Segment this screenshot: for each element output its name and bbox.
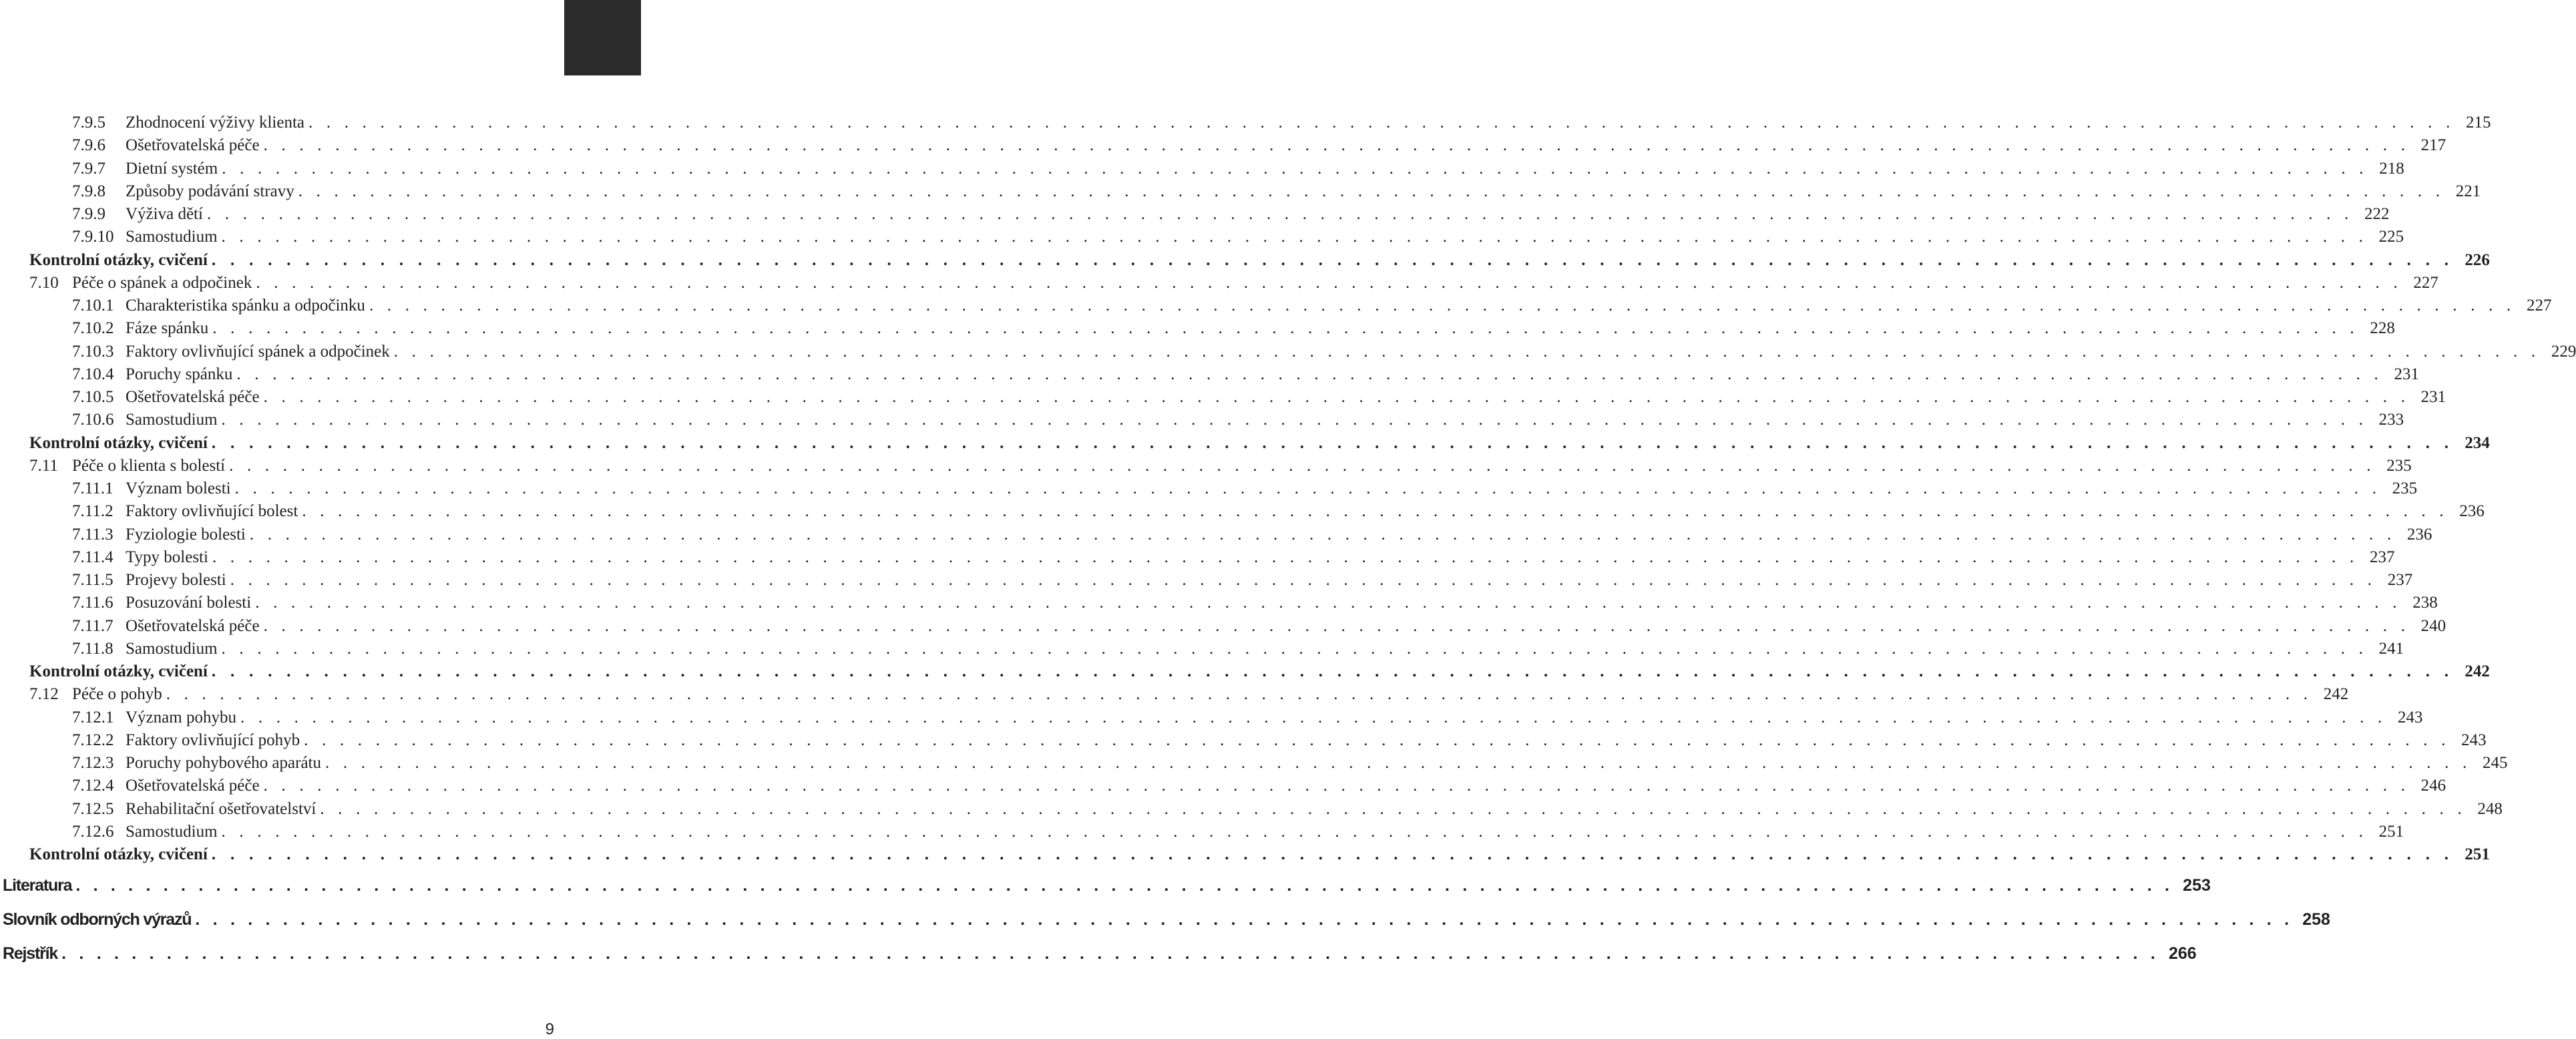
toc-entry[interactable] (72, 821, 2404, 843)
toc-entry-page: 258 (2302, 910, 2330, 929)
toc-entry-title: Péče o pohyb (72, 685, 162, 703)
back-matter-entry[interactable] (3, 940, 2197, 967)
toc-entry-number: 7.11.5 (72, 571, 114, 589)
toc-entry-page: 231 (2394, 365, 2419, 383)
toc-entry-page: 266 (2168, 944, 2197, 963)
toc-entry[interactable] (72, 752, 2508, 775)
page-number: 9 (545, 1020, 554, 1038)
dot-leader: . . . . . . . . . . . . . . . . . . . . . . . . . . . . . . . . . . . . . . . . . . . . . . . . . . . . . . . . . . . . . . . . . . . . . . . . . . . . . . . . . . . . . . . . . . . . . . . . . . . . . . . . . . . . . . . . . . . . . . . . (230, 571, 2377, 589)
toc-entry-page: 236 (2459, 502, 2485, 520)
toc-entry-page: 242 (2323, 685, 2349, 703)
toc-entry-page: 251 (2378, 823, 2404, 841)
dot-leader: . . . . . . . . . . . . . . . . . . . . . . . . . . . . . . . . . . . . . . . . . . . . . . . . . . . . . . . . . . . . . . . . . . . . . . . . . . . . . . . . . . . . . . . . . . . . . . . . . . . . . . . . . . . . . . . . . . . . . . . . (298, 182, 2445, 200)
toc-entry[interactable] (72, 477, 2418, 500)
toc-entry-title: Literatura (3, 876, 72, 895)
dot-leader: . . . . . . . . . . . . . . . . . . . . . . . . . . . . . . . . . . . . . . . . . . . . . . . . . . . . . . . . . . . . . . . . . . . . . . . . . . . . . . . . . . . . . . . . . . . . . . . . . . . . . . . . . . . . . . . . . . . . . . . . (304, 731, 2450, 749)
toc-entry[interactable] (72, 134, 2446, 157)
toc-entry[interactable] (72, 615, 2446, 638)
toc-entry-title: Kontrolní otázky, cvičení (29, 434, 208, 452)
toc-entry[interactable] (72, 638, 2404, 660)
toc-entry-title: Fáze spánku (126, 319, 209, 337)
toc-entry-title: Péče o spánek a odpočinek (72, 274, 252, 292)
toc-entry-page: 251 (2464, 845, 2490, 863)
toc-entry-title: Projevy bolesti (126, 571, 226, 589)
toc-entry-page: 248 (2477, 800, 2503, 818)
toc-entry[interactable] (29, 660, 2490, 683)
dot-leader: . . . . . . . . . . . . . . . . . . . . . . . . . . . . . . . . . . . . . . . . . . . . . . . . . . . . . . . . . . . . . . . . . . . . . . . . . . . . . . . . . . . . . . . . . . . . . . . . . . . . . . . . . . . . . . . . . . . . . . . . (369, 296, 2516, 315)
toc-entry-number: 7.11.3 (72, 526, 114, 544)
toc-entry-title: Poruchy pohybového aparátu (126, 754, 321, 772)
toc-entry-page: 215 (2466, 114, 2491, 132)
toc-entry-title: Typy bolesti (126, 548, 208, 566)
toc-entry[interactable] (72, 294, 2552, 317)
toc-entry[interactable] (29, 683, 2349, 706)
toc-entry-page: 253 (2183, 876, 2211, 895)
toc-entry-page: 243 (2461, 731, 2487, 749)
toc-entry[interactable] (72, 500, 2485, 523)
toc-entry-title: Slovník odborných výrazů (3, 910, 192, 929)
toc-entry-number: 7.11 (29, 457, 58, 475)
toc-entry-number: 7.11.8 (72, 640, 114, 658)
dot-leader: . . . . . . . . . . . . . . . . . . . . . . . . . . . . . . . . . . . . . . . . . . . . . . . . . . . . . . . . . . . . . . . . . . . . . . . . . . . . . . . . . . . . . . . . . . . . . . . . . . . . . . . . . . . . . . . . . . . . . . . . (234, 479, 2382, 497)
toc-entry-page: 231 (2420, 388, 2446, 406)
toc-entry-number: 7.10.2 (72, 319, 114, 337)
toc-entry-title: Samostudium (126, 823, 218, 841)
toc-entry-title: Kontrolní otázky, cvičení (29, 662, 208, 680)
toc-entry[interactable] (29, 843, 2490, 866)
toc-entry-title: Faktory ovlivňující pohyb (126, 731, 300, 749)
toc-entry-title: Samostudium (126, 640, 218, 658)
toc-entry-page: 235 (2386, 457, 2412, 475)
toc-entry-title: Rejstřík (3, 944, 58, 963)
toc-entry-number: 7.12.5 (72, 800, 114, 818)
dot-leader: . . . . . . . . . . . . . . . . . . . . . . . . . . . . . . . . . . . . . . . . . . . . . . . . . . . . . . . . . . . . . . . . . . . . . . . . . . . . . . . . . . . . . . . . . . . . . . . . . . . . . . . . . . . . . . . . . . . . . . . . (221, 411, 2368, 429)
toc-entry-page: 237 (2387, 571, 2413, 589)
dot-leader: . . . . . . . . . . . . . . . . . . . . . . . . . . . . . . . . . . . . . . . . . . . . . . . . . . . . . . . . . . . . . . . . . . . . . . . . . . . . . . . . . . . . . . . . . . . . . . . . . . . . . . . . . . . . . . . . . . . . . . . . (229, 457, 2376, 475)
toc-entry-page: 236 (2406, 526, 2432, 544)
dot-leader: . . . . . . . . . . . . . . . . . . . . . . . . . . . . . . . . . . . . . . . . . . . . . . . . . . . . . . . . . . . . . . . . . . . . . . . . . . . . . . . . . . . . . . . . . . . . . . . . . . . . . . . . . . . . . . . . . . . . . . . . (195, 910, 2294, 929)
toc-entry-title: Fyziologie bolesti (126, 526, 246, 544)
toc-entry-title: Ošetřovatelská péče (126, 388, 260, 406)
toc-entry-page: 240 (2420, 617, 2446, 635)
corner-thumb-tab (564, 0, 641, 75)
toc-entry-number: 7.9.6 (72, 136, 105, 154)
toc-entry-title: Rehabilitační ošetřovatelství (126, 800, 316, 818)
toc-entry[interactable] (72, 706, 2423, 729)
dot-leader: . . . . . . . . . . . . . . . . . . . . . . . . . . . . . . . . . . . . . . . . . . . . . . . . . . . . . . . . . . . . . . . . . . . . . . . . . . . . . . . . . . . . . . . . . . . . . . . . . . . . . . . . . . . . . . . . . . . . . . . . (263, 136, 2410, 154)
toc-entry-number: 7.9.7 (72, 160, 105, 178)
toc-entry-title: Samostudium (126, 411, 218, 429)
toc-entry-page: 238 (2412, 594, 2438, 612)
toc-entry-title: Faktory ovlivňující spánek a odpočinek (126, 343, 390, 361)
toc-entry-number: 7.10 (29, 274, 59, 292)
dot-leader: . . . . . . . . . . . . . . . . . . . . . . . . . . . . . . . . . . . . . . . . . . . . . . . . . . . . . . . . . . . . . . . . . . . . . . . . . . . . . . . . . . . . . . . . . . . . . . . . . . . . . . . . . . . . . . . . . . . . . . . . (212, 319, 2359, 337)
toc-entry[interactable] (72, 775, 2446, 797)
toc-entry-title: Zhodnocení výživy klienta (126, 114, 304, 132)
toc-entry[interactable] (72, 203, 2390, 226)
dot-leader: . . . . . . . . . . . . . . . . . . . . . . . . . . . . . . . . . . . . . . . . . . . . . . . . . . . . . . . . . . . . . . . . . . . . . . . . . . . . . . . . . . . . . . . . . . . . . . . . . . . . . . . . . . . . . . . . . . . . . . . . (255, 594, 2402, 612)
dot-leader: . . . . . . . . . . . . . . . . . . . . . . . . . . . . . . . . . . . . . . . . . . . . . . . . . . . . . . . . . . . . . . . . . . . . . . . . . . . . . . . . . . . . . . . . . . . . . . . . . . . . . . . . . . . . . . . . . . . . . . . . (393, 343, 2541, 361)
toc-entry-page: 241 (2378, 640, 2404, 658)
dot-leader: . . . . . . . . . . . . . . . . . . . . . . . . . . . . . . . . . . . . . . . . . . . . . . . . . . . . . . . . . . . . . . . . . . . . . . . . . . . . . . . . . . . . . . . . . . . . . . . . . . . . . . . . . . . . . . . . . . . . . . . . (212, 548, 2359, 566)
dot-leader: . . . . . . . . . . . . . . . . . . . . . . . . . . . . . . . . . . . . . . . . . . . . . . . . . . . . . . . . . . . . . . . . . . . . . . . . . . . . . . . . . . . . . . . . . . . . . . . . . . . . . . . . . . . . . . . . . . . . . . . . (308, 114, 2455, 132)
dot-leader: . . . . . . . . . . . . . . . . . . . . . . . . . . . . . . . . . . . . . . . . . . . . . . . . . . . . . . . . . . . . . . . . . . . . . . . . . . . . . . . . . . . . . . . . . . . . . . . . . . . . . . . . . . . . . . . . . . . . . . . . (221, 228, 2368, 246)
toc-entry[interactable] (72, 158, 2404, 180)
toc-entry[interactable] (72, 112, 2491, 134)
toc-entry-number: 7.9.10 (72, 228, 114, 246)
toc-entry-title: Poruchy spánku (126, 365, 233, 383)
toc-entry[interactable] (72, 798, 2503, 821)
dot-leader: . . . . . . . . . . . . . . . . . . . . . . . . . . . . . . . . . . . . . . . . . . . . . . . . . . . . . . . . . . . . . . . . . . . . . . . . . . . . . . . . . . . . . . . . . . . . . . . . . . . . . . . . . . . . . . . . . . . . . . . . (236, 365, 2383, 383)
toc-entry-title: Význam bolesti (126, 479, 231, 497)
dot-leader: . . . . . . . . . . . . . . . . . . . . . . . . . . . . . . . . . . . . . . . . . . . . . . . . . . . . . . . . . . . . . . . . . . . . . . . . . . . . . . . . . . . . . . . . . . . . . . . . . . . . . . . . . . . . . . . . . . . . . . . . (221, 640, 2368, 658)
toc-entry-number: 7.12.3 (72, 754, 114, 772)
toc-entry-page: 225 (2378, 228, 2404, 246)
toc-entry[interactable] (72, 180, 2481, 203)
dot-leader: . . . . . . . . . . . . . . . . . . . . . . . . . . . . . . . . . . . . . . . . . . . . . . . . . . . . . . . . . . . . . . . . . . . . . . . . . . . . . . . . . . . . . . . . . . . . . . . . . . . . . . . . . . . . . . . . . . . . . . . . (249, 526, 2396, 544)
toc-entry-page: 227 (2527, 296, 2552, 315)
toc-entry[interactable] (72, 546, 2395, 569)
toc-entry-title: Kontrolní otázky, cvičení (29, 251, 208, 269)
toc-entry-number: 7.10.3 (72, 343, 114, 361)
toc-entry-title: Ošetřovatelská péče (126, 617, 260, 635)
toc-entry-page: 217 (2420, 136, 2446, 154)
toc-entry-number: 7.10.1 (72, 296, 114, 315)
toc-entry[interactable] (29, 432, 2490, 455)
toc-entry-page: 242 (2464, 662, 2490, 680)
dot-leader: . . . . . . . . . . . . . . . . . . . . . . . . . . . . . . . . . . . . . . . . . . . . . . . . . . . . . . . . . . . . . . . . . . . . . . . . . . . . . . . . . . . . . . . . . . . . . . . . . . . . . . . . . . . . . . . . . . . . . . . . (263, 777, 2410, 795)
toc-entry-page: 237 (2370, 548, 2395, 566)
dot-leader: . . . . . . . . . . . . . . . . . . . . . . . . . . . . . . . . . . . . . . . . . . . . . . . . . . . . . . . . . . . . . . . . . . . . . . . . . . . . . . . . . . . . . . . . . . . . . . . . . . . . . . . . . . . . . . . . . . . . . . . . (240, 708, 2387, 726)
dot-leader: . . . . . . . . . . . . . . . . . . . . . . . . . . . . . . . . . . . . . . . . . . . . . . . . . . . . . . . . . . . . . . . . . . . . . . . . . . . . . . . . . . . . . . . . . . . . . . . . . . . . . . . . . . . . . . . . . . . . . . . . (263, 617, 2410, 635)
dot-leader: . . . . . . . . . . . . . . . . . . . . . . . . . . . . . . . . . . . . . . . . . . . . . . . . . . . . . . . . . . . . . . . . . . . . . . . . . . . . . . . . . . . . . . . . . . . . . . . . . . . . . . . . . . . . . . . . . . . . . . . . (206, 205, 2354, 223)
toc-entry-number: 7.9.8 (72, 182, 105, 200)
toc-entry[interactable] (72, 363, 2419, 386)
toc-entry-title: Výživa dětí (126, 205, 203, 223)
toc-entry-title: Ošetřovatelská péče (126, 777, 260, 795)
toc-entry-title: Posuzování bolesti (126, 594, 252, 612)
dot-leader: . . . . . . . . . . . . . . . . . . . . . . . . . . . . . . . . . . . . . . . . . . . . . . . . . . . . . . . . . . . . . . . . . . . . . . . . . . . . . . . . . . . . . . . . . . . . . . . . . . . . . . . . . . . . . . . . . . . . . . . . (256, 274, 2402, 292)
toc-entry-number: 7.12.1 (72, 708, 114, 726)
toc-entry-number: 7.11.2 (72, 502, 114, 520)
dot-leader: . . . . . . . . . . . . . . . . . . . . . . . . . . . . . . . . . . . . . . . . . . . . . . . . . . . . . . . . . . . . . . . . . . . . . . . . . . . . . . . . . . . . . . . . . . . . . . . . . . . . . . . . . . . . . . . . . . . . . . . . (221, 823, 2368, 841)
toc-entry-title: Ošetřovatelská péče (126, 136, 260, 154)
toc-entry-title: Dietní systém (126, 160, 218, 178)
back-matter-entry[interactable] (3, 906, 2330, 933)
toc-entry-number: 7.9.9 (72, 205, 105, 223)
toc-entry-page: 233 (2378, 411, 2404, 429)
toc-entry-number: 7.10.6 (72, 411, 114, 429)
toc-entry[interactable] (29, 455, 2412, 477)
toc-entry-number: 7.9.5 (72, 114, 105, 132)
toc-entry[interactable] (72, 409, 2404, 431)
dot-leader: . . . . . . . . . . . . . . . . . . . . . . . . . . . . . . . . . . . . . . . . . . . . . . . . . . . . . . . . . . . . . . . . . . . . . . . . . . . . . . . . . . . . . . . . . . . . . . . . . . . . . . . . . . . . . . . . . . . . . . . . (211, 662, 2454, 680)
dot-leader: . . . . . . . . . . . . . . . . . . . . . . . . . . . . . . . . . . . . . . . . . . . . . . . . . . . . . . . . . . . . . . . . . . . . . . . . . . . . . . . . . . . . . . . . . . . . . . . . . . . . . . . . . . . . . . . . . . . . . . . . (211, 845, 2454, 863)
back-matter-entry[interactable] (3, 872, 2211, 899)
toc-entry[interactable] (72, 592, 2438, 614)
dot-leader: . . . . . . . . . . . . . . . . . . . . . . . . . . . . . . . . . . . . . . . . . . . . . . . . . . . . . . . . . . . . . . . . . . . . . . . . . . . . . . . . . . . . . . . . . . . . . . . . . . . . . . . . . . . . . . . . . . . . . . . . (302, 502, 2448, 520)
toc-entry-number: 7.10.4 (72, 365, 114, 383)
toc-entry-page: 243 (2398, 708, 2423, 726)
toc-entry-page: 235 (2392, 479, 2418, 497)
toc-entry[interactable] (29, 249, 2490, 272)
toc-entry-number: 7.11.7 (72, 617, 114, 635)
dot-leader: . . . . . . . . . . . . . . . . . . . . . . . . . . . . . . . . . . . . . . . . . . . . . . . . . . . . . . . . . . . . . . . . . . . . . . . . . . . . . . . . . . . . . . . . . . . . . . . . . . . . . . . . . . . . . . . . . . . . . . . . (211, 251, 2454, 269)
toc-entry-page: 228 (2370, 319, 2395, 337)
dot-leader: . . . . . . . . . . . . . . . . . . . . . . . . . . . . . . . . . . . . . . . . . . . . . . . . . . . . . . . . . . . . . . . . . . . . . . . . . . . . . . . . . . . . . . . . . . . . . . . . . . . . . . . . . . . . . . . . . . . . . . . . (263, 388, 2410, 406)
dot-leader: . . . . . . . . . . . . . . . . . . . . . . . . . . . . . . . . . . . . . . . . . . . . . . . . . . . . . . . . . . . . . . . . . . . . . . . . . . . . . . . . . . . . . . . . . . . . . . . . . . . . . . . . . . . . . . . . . . . . . . . . (166, 685, 2313, 703)
toc-entry-page: 218 (2379, 160, 2404, 178)
dot-leader: . . . . . . . . . . . . . . . . . . . . . . . . . . . . . . . . . . . . . . . . . . . . . . . . . . . . . . . . . . . . . . . . . . . . . . . . . . . . . . . . . . . . . . . . . . . . . . . . . . . . . . . . . . . . . . . . . . . . . . . . (75, 876, 2174, 895)
dot-leader: . . . . . . . . . . . . . . . . . . . . . . . . . . . . . . . . . . . . . . . . . . . . . . . . . . . . . . . . . . . . . . . . . . . . . . . . . . . . . . . . . . . . . . . . . . . . . . . . . . . . . . . . . . . . . . . . . . . . . . . . (61, 944, 2159, 963)
toc-entry[interactable] (29, 272, 2438, 294)
toc-entry-number: 7.11.1 (72, 479, 114, 497)
toc-entry-title: Péče o klienta s bolestí (72, 457, 226, 475)
toc-entry[interactable] (72, 317, 2395, 340)
toc-entry-number: 7.12.2 (72, 731, 114, 749)
toc-entry-number: 7.11.6 (72, 594, 114, 612)
toc-entry[interactable] (72, 569, 2413, 592)
toc-entry-number: 7.10.5 (72, 388, 114, 406)
toc-entry-page: 227 (2413, 274, 2438, 292)
dot-leader: . . . . . . . . . . . . . . . . . . . . . . . . . . . . . . . . . . . . . . . . . . . . . . . . . . . . . . . . . . . . . . . . . . . . . . . . . . . . . . . . . . . . . . . . . . . . . . . . . . . . . . . . . . . . . . . . . . . . . . . . (222, 160, 2368, 178)
toc-entry-page: 246 (2420, 777, 2446, 795)
toc-entry-title: Kontrolní otázky, cvičení (29, 845, 208, 863)
dot-leader: . . . . . . . . . . . . . . . . . . . . . . . . . . . . . . . . . . . . . . . . . . . . . . . . . . . . . . . . . . . . . . . . . . . . . . . . . . . . . . . . . . . . . . . . . . . . . . . . . . . . . . . . . . . . . . . . . . . . . . . . (211, 434, 2454, 452)
toc-entry[interactable] (72, 226, 2404, 248)
toc-entry-number: 7.12.4 (72, 777, 114, 795)
toc-entry-page: 245 (2483, 754, 2508, 772)
dot-leader: . . . . . . . . . . . . . . . . . . . . . . . . . . . . . . . . . . . . . . . . . . . . . . . . . . . . . . . . . . . . . . . . . . . . . . . . . . . . . . . . . . . . . . . . . . . . . . . . . . . . . . . . . . . . . . . . . . . . . . . . (325, 754, 2472, 772)
toc-entry-page: 226 (2464, 251, 2490, 269)
toc-entry-number: 7.11.4 (72, 548, 114, 566)
toc-entry-number: 7.12.6 (72, 823, 114, 841)
toc-entry-page: 234 (2464, 434, 2490, 452)
toc-entry[interactable] (72, 524, 2432, 546)
toc-entry-page: 221 (2455, 182, 2481, 200)
dot-leader: . . . . . . . . . . . . . . . . . . . . . . . . . . . . . . . . . . . . . . . . . . . . . . . . . . . . . . . . . . . . . . . . . . . . . . . . . . . . . . . . . . . . . . . . . . . . . . . . . . . . . . . . . . . . . . . . . . . . . . . . (320, 800, 2466, 818)
toc-entry-title: Faktory ovlivňující bolest (126, 502, 298, 520)
toc-entry-page: 229 (2551, 343, 2576, 361)
toc-entry-title: Způsoby podávání stravy (126, 182, 294, 200)
toc-entry[interactable] (72, 341, 2576, 363)
toc-entry-title: Význam pohybu (126, 708, 236, 726)
toc-entry[interactable] (72, 386, 2446, 409)
toc-entry[interactable] (72, 729, 2487, 752)
toc-entry-page: 222 (2364, 205, 2390, 223)
toc-entry-title: Samostudium (126, 228, 218, 246)
toc-entry-number: 7.12 (29, 685, 59, 703)
toc-entry-title: Charakteristika spánku a odpočinku (126, 296, 365, 315)
